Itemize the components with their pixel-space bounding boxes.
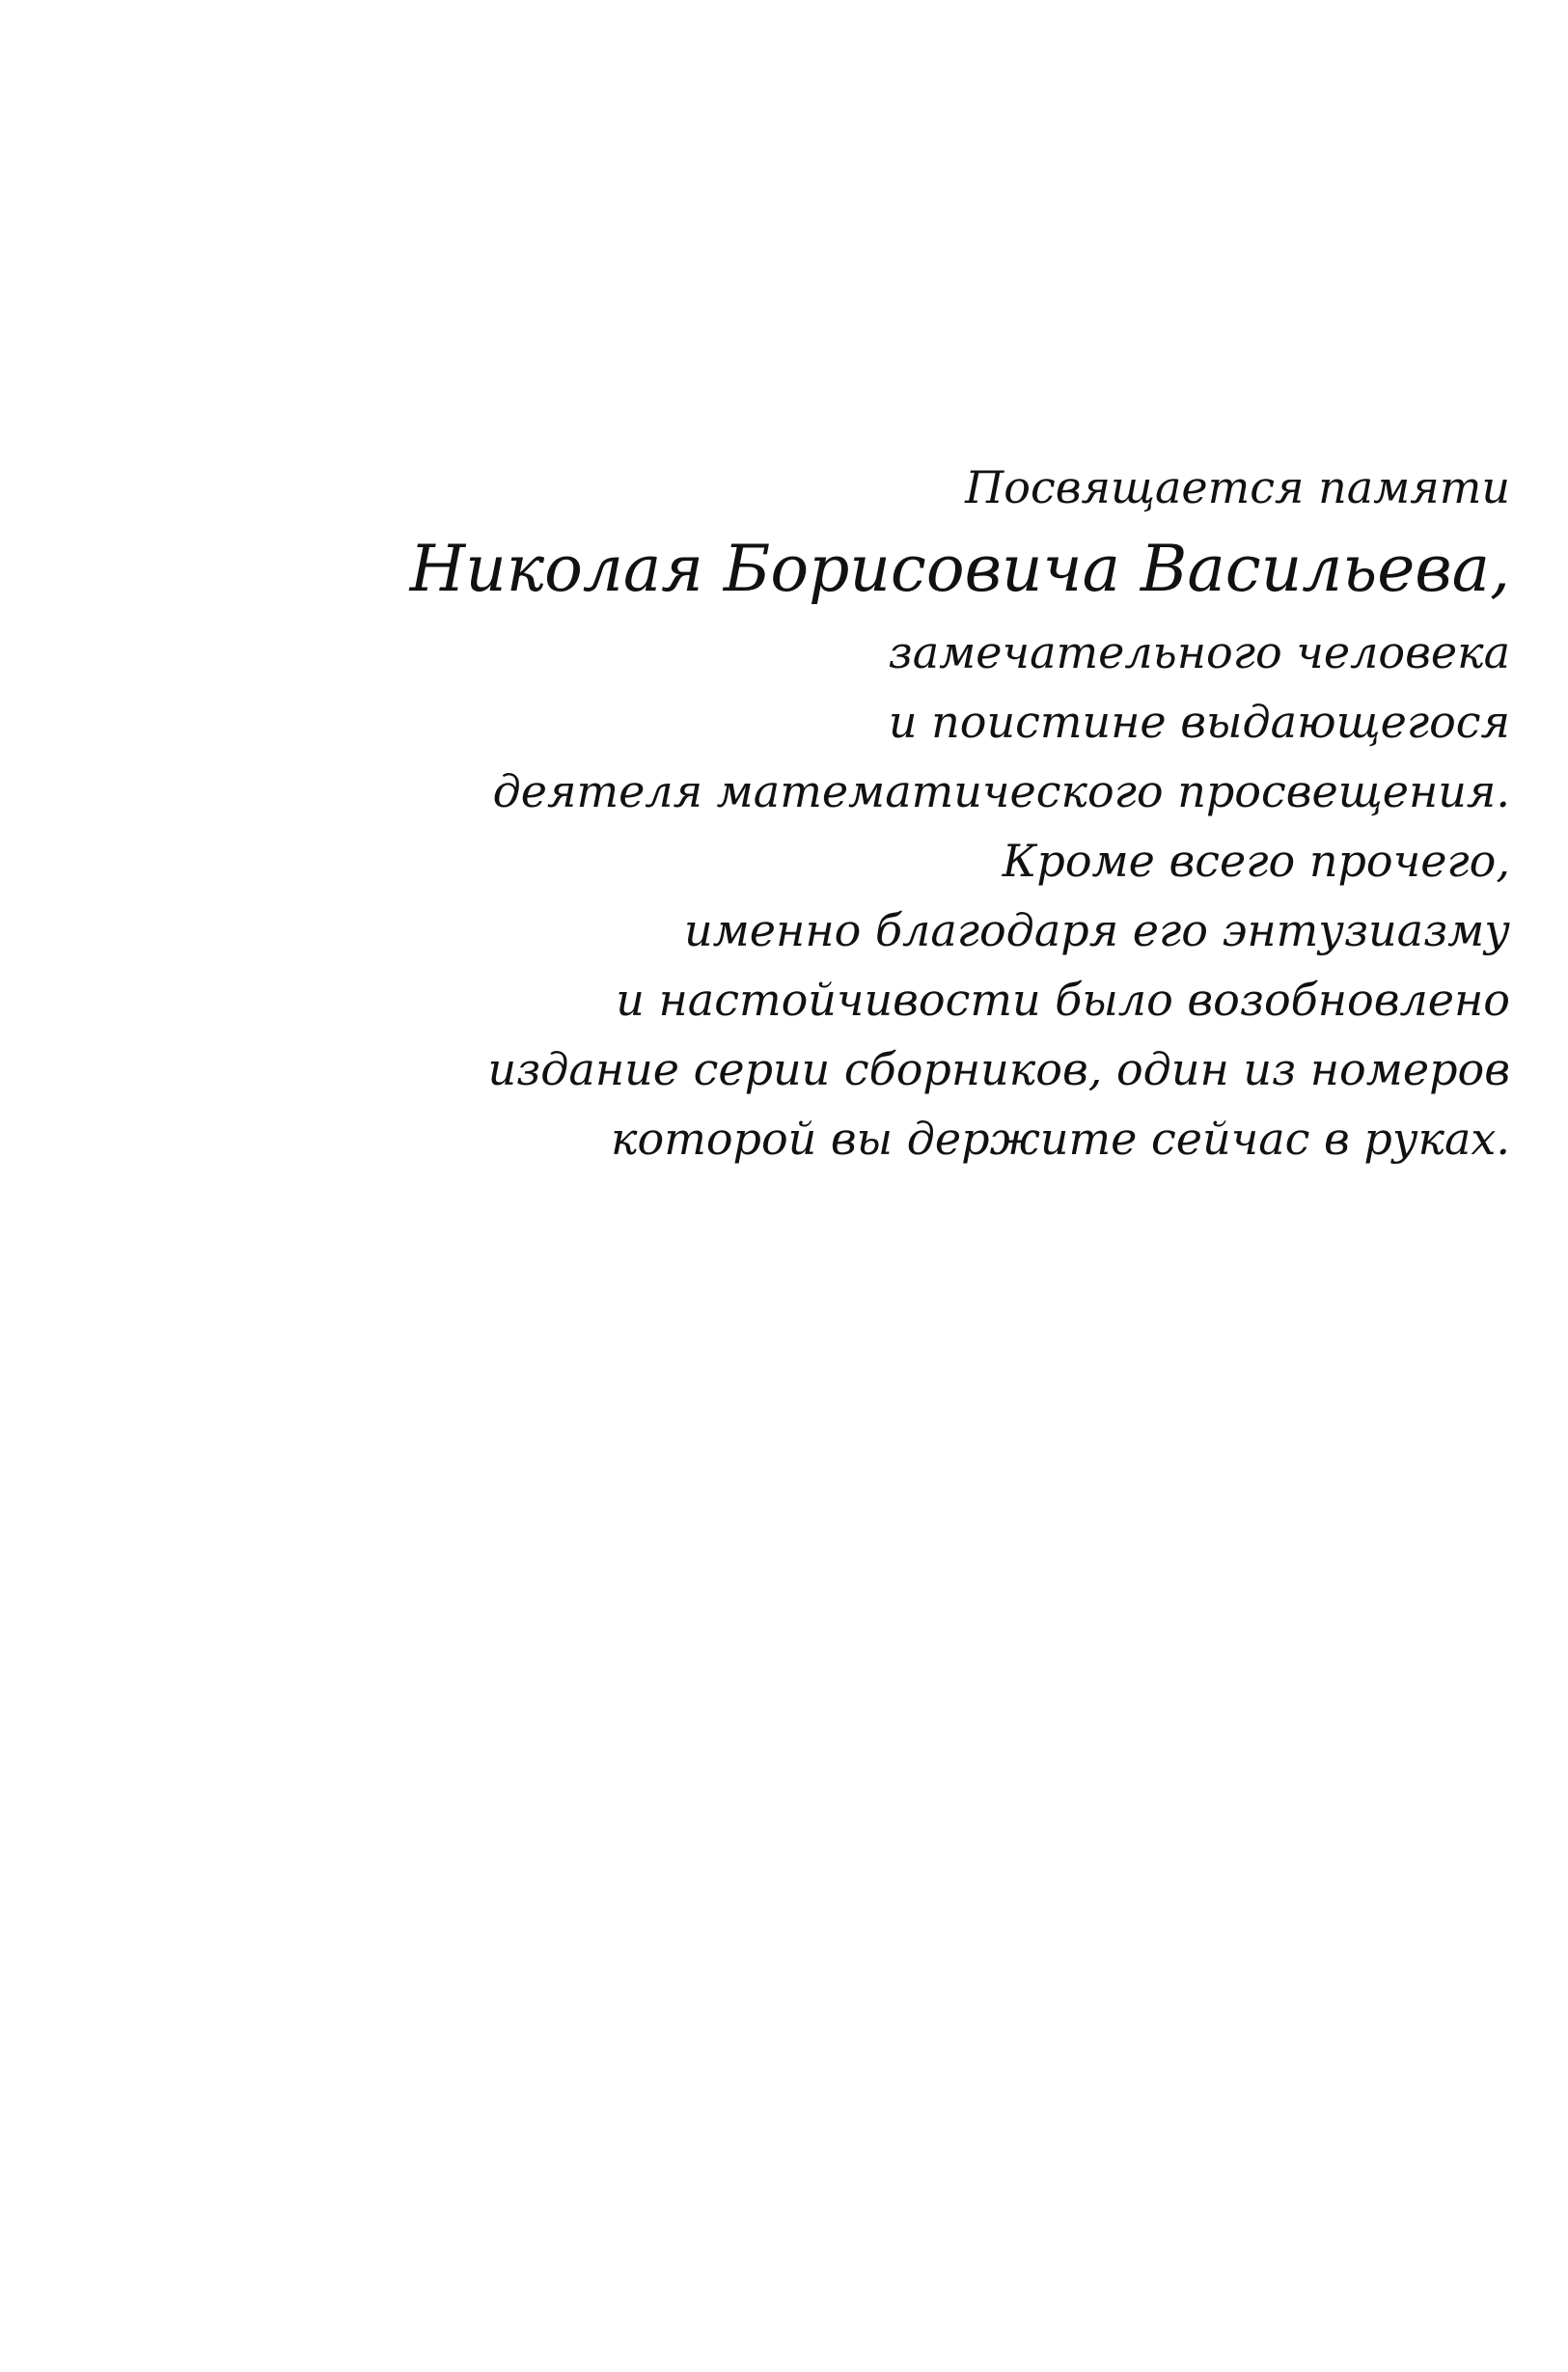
dedication-line: деятеля математического просвещения.	[492, 765, 1510, 817]
dedication-line: Кроме всего прочего,	[1002, 835, 1510, 887]
dedication-line: и настойчивости было возобновлено	[616, 974, 1510, 1026]
dedication-line: именно благодаря его энтузиазму	[684, 904, 1510, 956]
honoree-name: Николая Борисовича Васильева,	[409, 532, 1510, 606]
dedication-line: замечательного человека	[888, 626, 1510, 678]
dedication-intro: Посвящается памяти	[965, 461, 1510, 513]
dedication-line: и поистине выдающегося	[888, 696, 1510, 748]
dedication-line: издание серии сборников, один из номеров	[487, 1043, 1510, 1095]
dedication-block	[256, 454, 1510, 1173]
dedication-line: которой вы держите сейчас в руках.	[611, 1113, 1510, 1165]
